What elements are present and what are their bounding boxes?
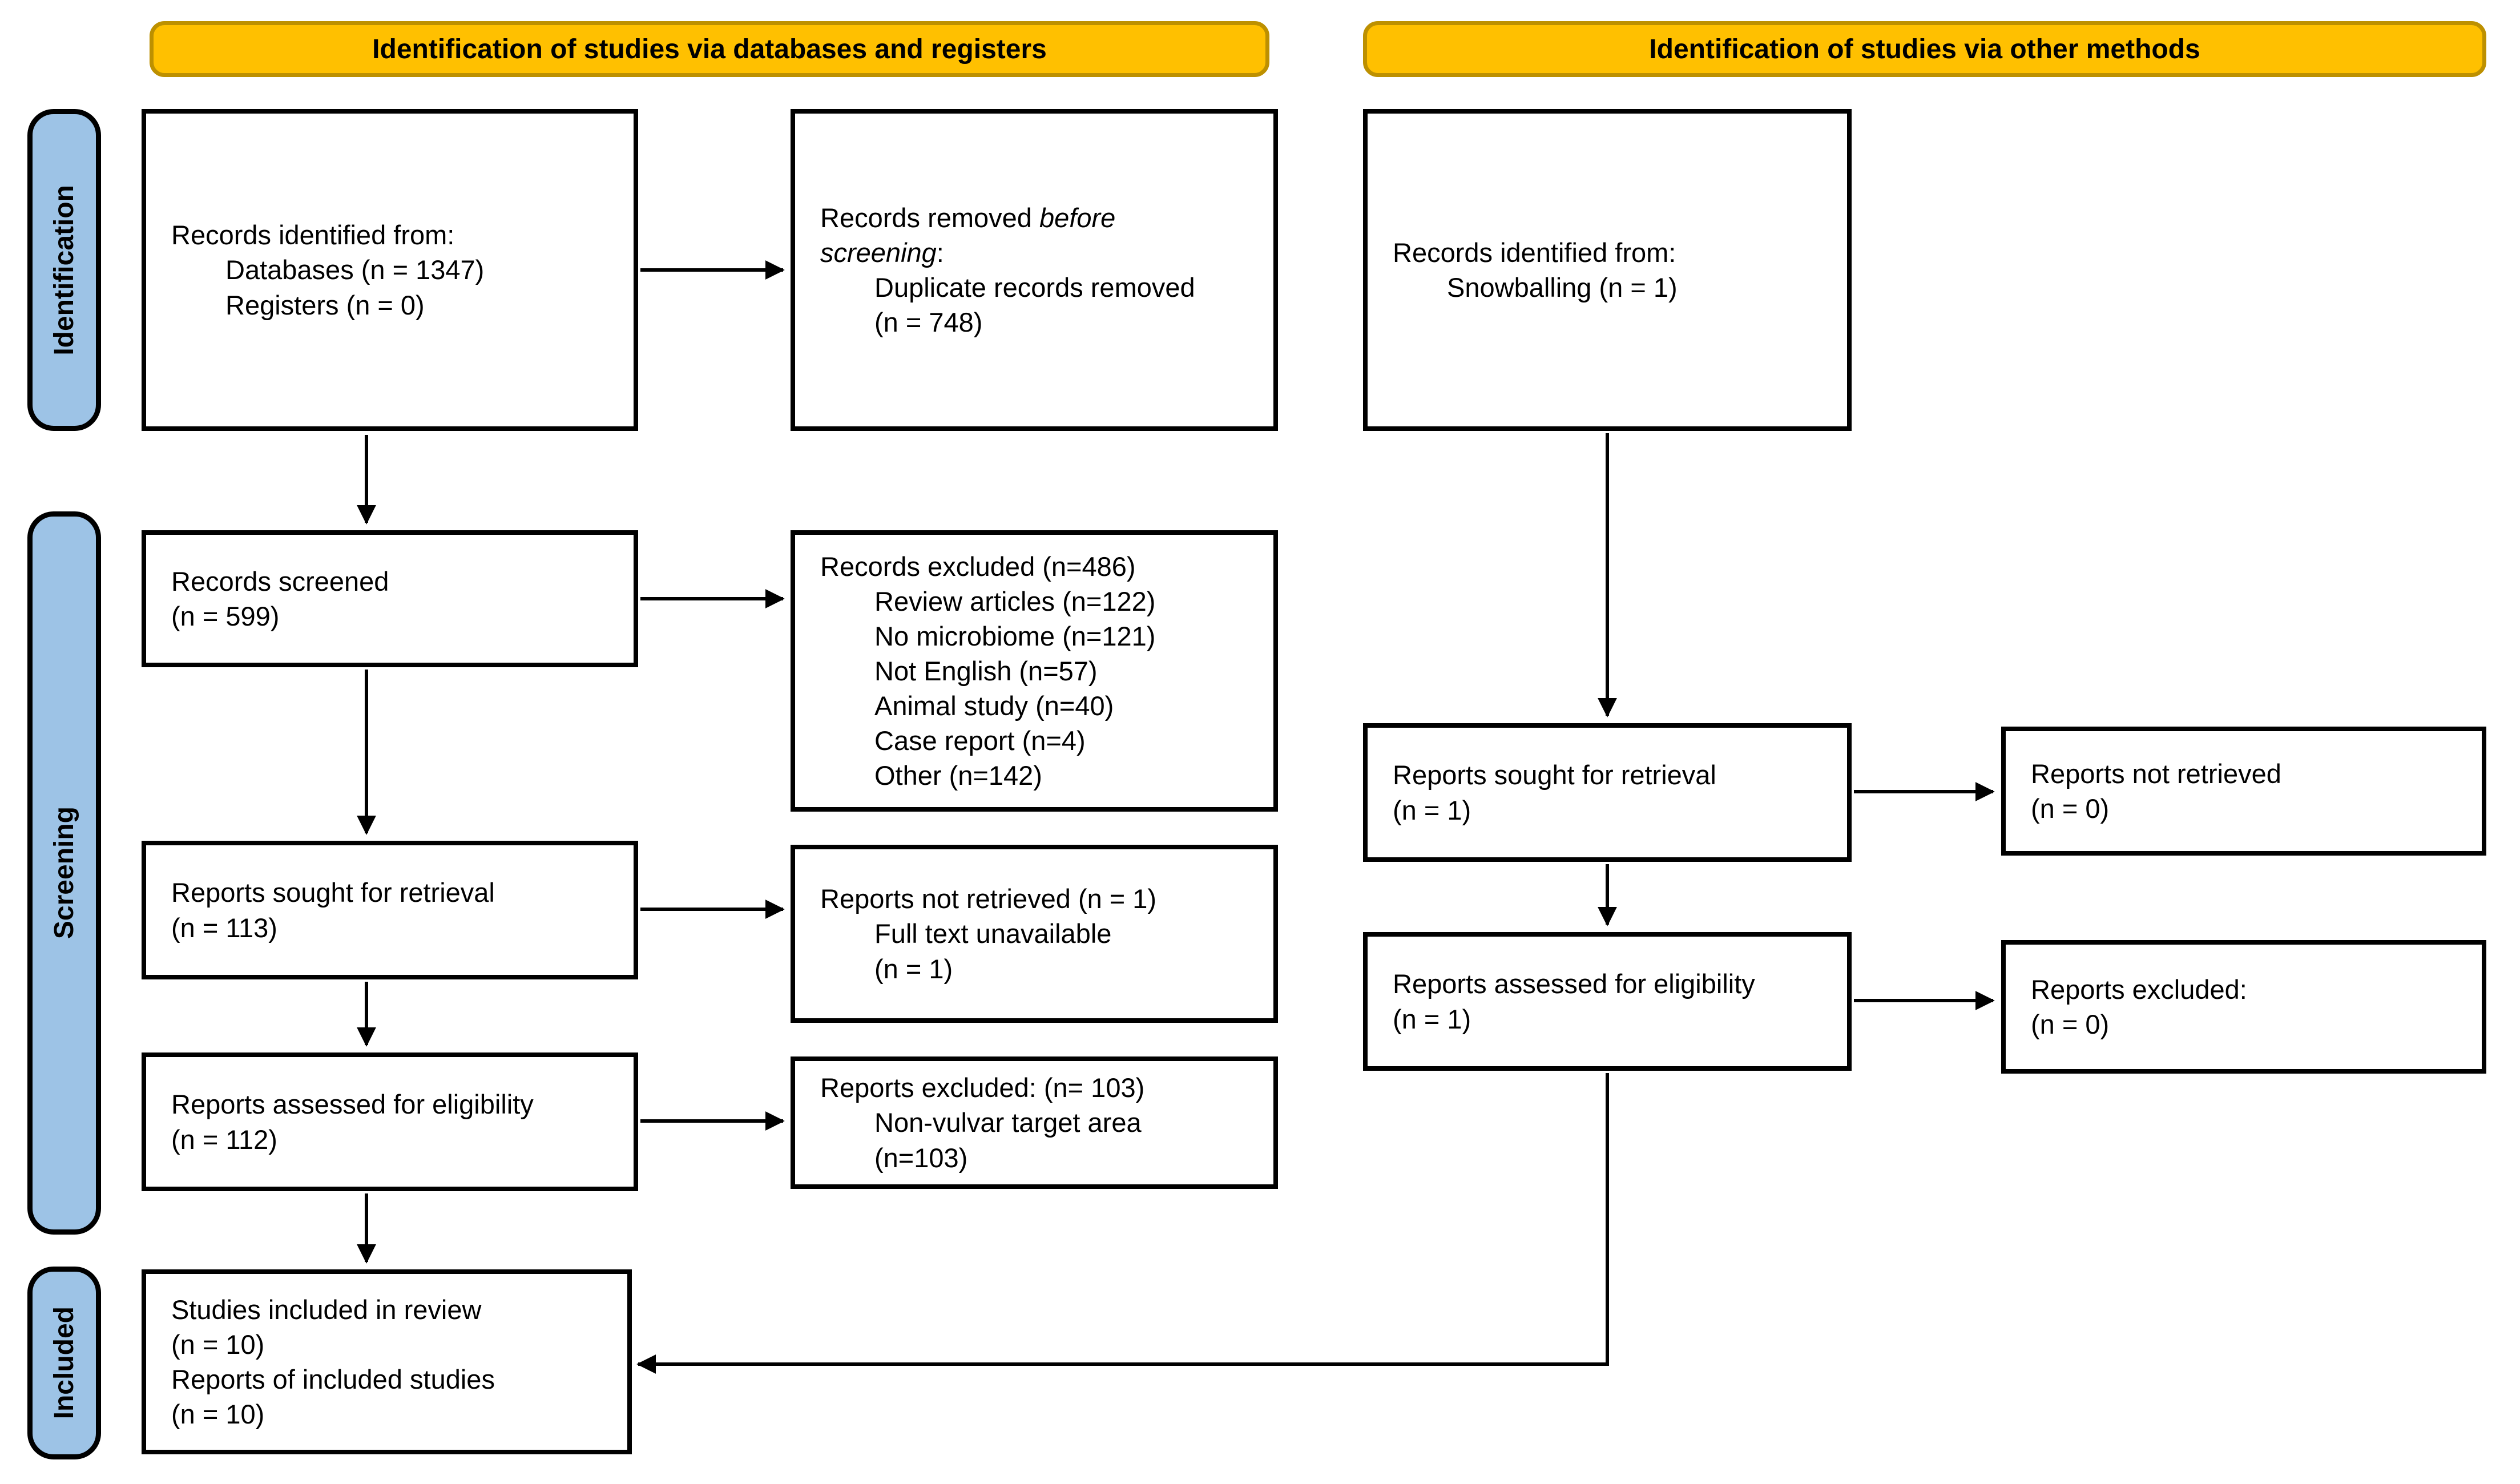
stage-bar-included: [27, 1267, 101, 1459]
box-records-identified: [142, 109, 638, 431]
box-records-identified-other: [1363, 109, 1852, 431]
records-removed-item: Duplicate records removed: [874, 272, 1195, 303]
studies-included-line: Reports of included studies: [171, 1364, 495, 1394]
records-excluded-item: Review articles (n=122): [874, 586, 1156, 616]
box-studies-included: [142, 1269, 632, 1454]
reports-assessed-other-line: (n = 1): [1393, 1003, 1471, 1034]
reports-assessed-line: (n = 112): [171, 1124, 277, 1155]
stage-identification-label: Identification: [49, 184, 79, 356]
studies-included-line: (n = 10): [171, 1329, 265, 1360]
records-identified-other-item: Snowballing (n = 1): [1447, 272, 1678, 303]
box-records-screened: [142, 530, 638, 667]
box-reports-assessed-other: [1363, 932, 1852, 1071]
box-reports-sought: [142, 841, 638, 979]
reports-excluded-item: Non-vulvar target area: [874, 1107, 1142, 1138]
reports-not-retrieved-item: Full text unavailable: [874, 918, 1112, 949]
records-screened-line: Records screened: [171, 566, 389, 596]
reports-excluded-other-line: Reports excluded:: [2031, 974, 2247, 1005]
stage-included-label: Included: [49, 1306, 79, 1420]
records-identified-item: Databases (n = 1347): [225, 255, 485, 285]
stage-screening-label: Screening: [49, 806, 79, 939]
studies-included-line: Studies included in review: [171, 1294, 482, 1325]
reports-excluded-title: Reports excluded: (n= 103): [820, 1072, 1145, 1103]
records-removed-title-line1: Records removed before: [820, 202, 1116, 233]
box-reports-excluded-other: [2001, 940, 2486, 1074]
reports-assessed-other-line: Reports assessed for eligibility: [1393, 969, 1755, 999]
records-identified-item: Registers (n = 0): [225, 289, 425, 320]
records-excluded-item: Case report (n=4): [874, 725, 1086, 756]
reports-not-retrieved-other-line: Reports not retrieved: [2031, 758, 2281, 789]
reports-not-retrieved-item: (n = 1): [874, 953, 953, 984]
records-removed-title-line2: screening:: [820, 237, 944, 268]
records-removed-item: (n = 748): [874, 307, 983, 338]
box-reports-sought-other: [1363, 723, 1852, 862]
records-excluded-title: Records excluded (n=486): [820, 551, 1136, 582]
records-screened-line: (n = 599): [171, 601, 280, 631]
reports-sought-other-line: (n = 1): [1393, 795, 1471, 825]
reports-sought-other-line: Reports sought for retrieval: [1393, 760, 1716, 791]
box-records-removed: [791, 109, 1278, 431]
box-reports-excluded: [791, 1056, 1278, 1189]
reports-excluded-other-line: (n = 0): [2031, 1009, 2110, 1039]
studies-included-line: (n = 10): [171, 1399, 265, 1430]
header-databases-registers-label: Identification of studies via databases and registers: [372, 34, 1047, 64]
records-excluded-item: No microbiome (n=121): [874, 620, 1156, 651]
stage-bar-screening: [27, 511, 101, 1235]
records-identified-title: Records identified from:: [171, 220, 455, 251]
header-databases-registers: [150, 21, 1269, 77]
reports-not-retrieved-other-line: (n = 0): [2031, 793, 2110, 824]
records-excluded-item: Not English (n=57): [874, 655, 1098, 686]
box-reports-assessed: [142, 1052, 638, 1191]
reports-sought-line: Reports sought for retrieval: [171, 877, 495, 908]
box-records-excluded: [791, 530, 1278, 812]
stage-bar-identification: [27, 109, 101, 431]
records-excluded-item: Other (n=142): [874, 760, 1042, 791]
box-reports-not-retrieved-other: [2001, 727, 2486, 856]
reports-assessed-line: Reports assessed for eligibility: [171, 1089, 534, 1120]
reports-sought-line: (n = 113): [171, 912, 277, 943]
header-other-methods-label: Identification of studies via other methods: [1649, 34, 2200, 64]
reports-not-retrieved-title: Reports not retrieved (n = 1): [820, 884, 1157, 914]
reports-excluded-item: (n=103): [874, 1142, 968, 1173]
header-other-methods: [1363, 21, 2486, 77]
records-identified-other-title: Records identified from:: [1393, 237, 1676, 268]
records-excluded-item: Animal study (n=40): [874, 691, 1114, 721]
box-reports-not-retrieved: [791, 845, 1278, 1023]
